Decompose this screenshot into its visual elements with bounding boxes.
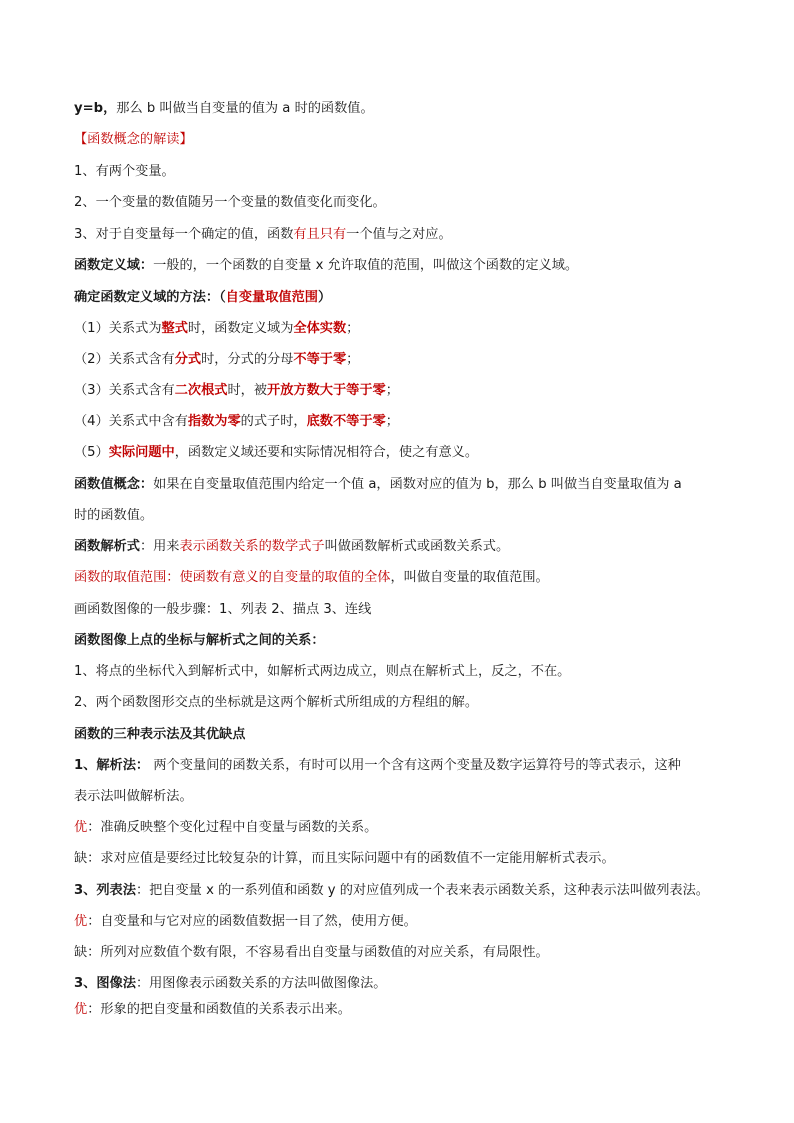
text-segment: 一个值与之对应。 [346,227,452,242]
emphasis-text: 函数的三种表示法及其优缺点 [74,727,246,742]
emphasis-text: 实际问题中 [108,445,175,460]
emphasis-text: 整式 [161,321,188,336]
text-segment: 时，被 [227,383,268,398]
text-segment: ； [385,414,399,429]
section-heading [74,631,754,651]
emphasis-text: 3、图像法 [74,976,136,991]
text-segment: ； [346,352,360,367]
emphasis-text: 底数不等于零 [306,414,386,429]
emphasis-text: 优 [74,820,88,835]
emphasis-text: 优 [74,1002,88,1017]
text-segment: 叫做函数解析式或函数关系式。 [324,539,510,554]
pro-line [74,818,754,838]
definition-line [74,288,754,308]
emphasis-text: y=b， [74,101,117,116]
text-segment: （2）关系式含有 [74,352,175,367]
emphasis-text: 【函数概念的解读】 [74,132,193,147]
text-segment: ：用图像表示函数关系的方法叫做图像法。 [135,976,387,991]
text-segment: 时，函数定义域为 [187,321,294,336]
text-segment: 的式子时， [240,414,307,429]
text-segment: 2、一个变量的数值随另一个变量的数值变化而变化。 [74,195,386,210]
emphasis-text: 确定函数定义域的方法：（ [74,290,226,305]
text-line [74,99,754,119]
text-segment: ：准确反映整个变化过程中自变量与函数的关系。 [87,820,378,835]
emphasis-text: 函数的取值范围：使函数有意义的自变量的取值的全体 [74,570,391,585]
con-line [74,849,754,869]
text-segment: （1）关系式为 [74,321,162,336]
emphasis-text: 自变量取值范围 [225,290,318,305]
pro-line [74,912,754,932]
text-segment: ：自变量和与它对应的函数值数据一目了然，使用方便。 [87,914,417,929]
text-line [74,693,754,713]
list-item [74,381,754,401]
text-segment: 画函数图像的一般步骤：1、列表 2、描点 3、连线 [74,602,372,617]
text-segment: ，函数定义域还要和实际情况相符合，使之有意义。 [174,445,479,460]
text-segment: ：用来 [139,539,180,554]
list-item [74,319,754,339]
text-line [74,506,754,526]
text-segment: 3、对于自变量每一个确定的值，函数 [74,227,294,242]
emphasis-text: 表示函数关系的数学式子 [179,539,325,554]
text-segment: 缺：所列对应数值个数有限，不容易看出自变量与函数值的对应关系，有局限性。 [74,945,549,960]
text-segment: ：把自变量 x 的一系列值和函数 y 的对应值列成一个表来表示函数关系，这种表示法叫做列表法。 [135,883,709,898]
text-line [74,162,754,182]
emphasis-text: 函数定义域： [74,258,154,273]
text-segment: 一般的，一个函数的自变量 x 允许取值的范围，叫做这个函数的定义域。 [153,258,579,273]
text-segment: （3）关系式含有 [74,383,175,398]
emphasis-text: 函数图像上点的坐标与解析式之间的关系： [74,633,325,648]
definition-line [74,256,754,276]
emphasis-text: 有且只有 [293,227,347,242]
definition-line [74,537,754,557]
text-segment: 1、将点的坐标代入到解析式中，如解析式两边成立，则点在解析式上，反之，不在。 [74,664,571,679]
text-segment: ； [346,321,360,336]
list-item [74,443,754,463]
emphasis-text: 指数为零 [187,414,241,429]
text-segment: 2、两个函数图形交点的坐标就是这两个解析式所组成的方程组的解。 [74,695,479,710]
emphasis-text: ） [317,290,332,305]
list-item [74,350,754,370]
text-segment: 如果在自变量取值范围内给定一个值 a，函数对应的值为 b，那么 b 叫做当自变量取值为 a [153,477,682,492]
text-segment: 1、有两个变量。 [74,164,175,179]
emphasis-text: 不等于零 [293,352,347,367]
emphasis-text: 函数值概念： [74,477,154,492]
emphasis-text: 分式 [174,352,202,367]
list-item [74,412,754,432]
emphasis-text: 1、解析法： [74,758,150,773]
emphasis-text: 全体实数 [293,321,347,336]
text-segment: ； [385,383,399,398]
definition-line [74,568,754,588]
text-line [74,787,754,807]
text-segment: ：形象的把自变量和函数值的关系表示出来。 [87,1002,351,1017]
emphasis-text: 3、列表法 [74,883,136,898]
text-line [74,225,754,245]
pro-line [74,1000,754,1020]
text-segment: （4）关系式中含有 [74,414,188,429]
section-heading [74,130,754,150]
definition-line [74,756,754,776]
text-segment: 时，分式的分母 [201,352,294,367]
text-segment: 两个变量间的函数关系，有时可以用一个含有这两个变量及数字运算符号的等式表示，这种 [149,758,681,773]
definition-line [74,475,754,495]
text-segment: 那么 b 叫做当自变量的值为 a 时的函数值。 [116,101,374,116]
text-segment: 表示法叫做解析法。 [74,789,193,804]
section-heading [74,725,754,745]
emphasis-text: 二次根式 [174,383,228,398]
emphasis-text: 优 [74,914,88,929]
text-line [74,662,754,682]
definition-line [74,974,754,994]
text-segment: （5） [74,445,109,460]
con-line [74,943,754,963]
text-segment: ，叫做自变量的取值范围。 [390,570,549,585]
text-line [74,600,754,620]
definition-line [74,881,754,901]
text-segment: 缺：求对应值是要经过比较复杂的计算，而且实际问题中有的函数值不一定能用解析式表示。 [74,851,615,866]
emphasis-text: 函数解析式 [74,539,140,554]
text-segment: 时的函数值。 [74,508,154,523]
text-line [74,193,754,213]
emphasis-text: 开放方数大于等于零 [267,383,386,398]
